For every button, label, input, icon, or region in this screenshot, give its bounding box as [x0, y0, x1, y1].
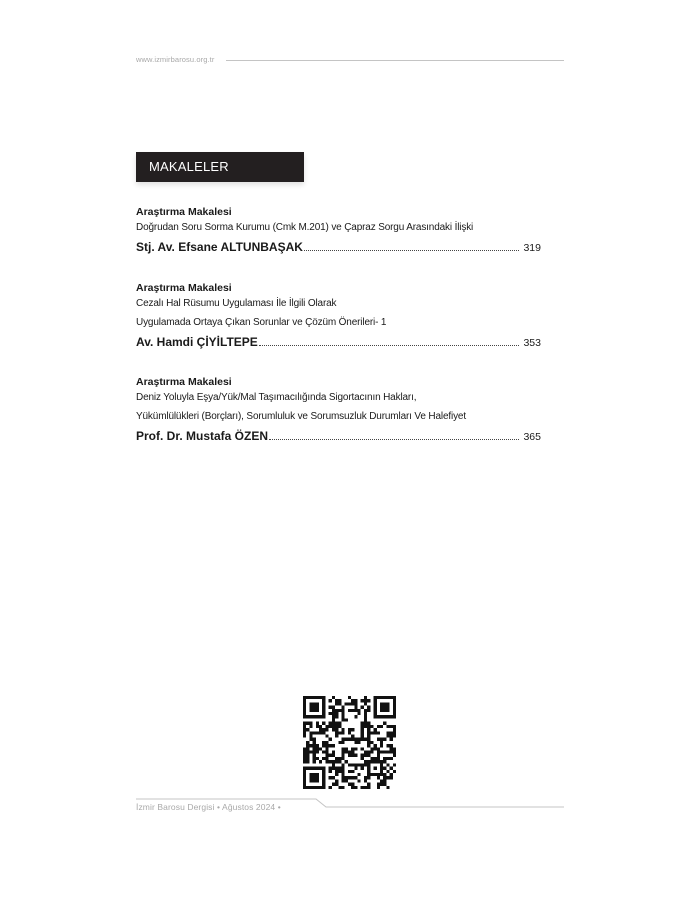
dot-leader	[304, 249, 520, 251]
article-author: Stj. Av. Efsane ALTUNBAŞAK	[136, 240, 303, 254]
qr-code[interactable]	[303, 696, 396, 789]
footer-text: İzmir Barosu Dergisi • Ağustos 2024 •	[136, 802, 281, 812]
article-author: Prof. Dr. Mustafa ÖZEN	[136, 429, 269, 443]
header-divider	[226, 60, 564, 61]
article-type: Araştırma Makalesi	[136, 376, 232, 388]
article-entry[interactable]	[136, 281, 541, 353]
dot-leader	[259, 344, 520, 346]
article-title-line: Deniz Yoluyla Eşya/Yük/Mal Taşımacılığında Sigortacının Hakları,	[136, 392, 417, 403]
article-page-number: 319	[523, 242, 541, 254]
article-title-line: Yükümlülükleri (Borçları), Sorumluluk ve Sorumsuzluk Durumları Ve Halefiyet	[136, 411, 466, 422]
article-type: Araştırma Makalesi	[136, 282, 232, 294]
article-author-row	[136, 240, 541, 258]
article-title-line: Uygulamada Ortaya Çıkan Sorunlar ve Çözüm Önerileri- 1	[136, 317, 387, 328]
article-entry[interactable]	[136, 375, 541, 447]
article-entry[interactable]	[136, 205, 541, 258]
article-page-number: 353	[523, 337, 541, 349]
dot-leader	[269, 438, 519, 440]
section-label: MAKALELER	[136, 152, 304, 182]
article-author: Av. Hamdi ÇİYİLTEPE	[136, 335, 258, 349]
article-page-number: 365	[523, 431, 541, 443]
article-author-row	[136, 335, 541, 353]
article-type: Araştırma Makalesi	[136, 206, 232, 218]
article-title-line: Cezalı Hal Rüsumu Uygulaması İle İlgili Olarak	[136, 298, 337, 309]
header-url[interactable]: www.izmirbarosu.org.tr	[136, 55, 215, 64]
article-author-row	[136, 429, 541, 447]
article-title-line: Doğrudan Soru Sorma Kurumu (Cmk M.201) ve Çapraz Sorgu Arasındaki İlişki	[136, 222, 474, 233]
